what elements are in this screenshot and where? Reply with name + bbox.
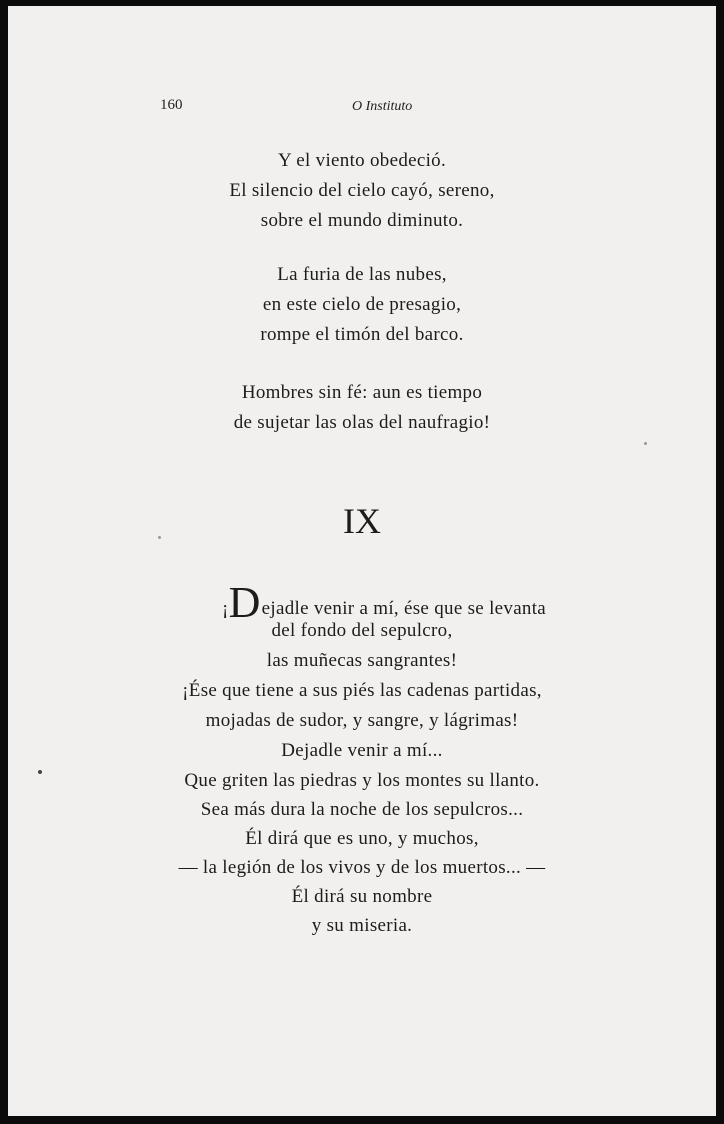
verse-line: — la legión de los vivos y de los muertos... — [178, 857, 546, 878]
verse-line: Dejadle venir a mí... [281, 740, 443, 761]
scan-speck [38, 770, 42, 774]
scan-speck [158, 536, 161, 539]
verse-line: ¡Ése que tiene a sus piés las cadenas partidas, [182, 680, 542, 701]
verse-line: las muñecas sangrantes! [266, 650, 458, 671]
verse-line: Que griten las piedras y los montes su llanto. [184, 770, 540, 791]
opening-exclamation: ¡ [221, 598, 229, 619]
verse-line: El silencio del cielo cayó, sereno, [229, 180, 495, 201]
verse-line: Él dirá su nombre [291, 886, 433, 907]
book-page [8, 6, 716, 1116]
scan-speck [644, 442, 647, 445]
section-first-line [30, 578, 716, 627]
verse-line: sobre el mundo diminuto. [260, 210, 464, 231]
verse-line: del fondo del sepulcro, [271, 620, 453, 641]
verse-line: Hombres sin fé: aun es tiempo [241, 382, 483, 403]
page-header [8, 94, 716, 124]
verse-line: Él dirá que es uno, y muchos, [245, 828, 479, 849]
verse-line: mojadas de sudor, y sangre, y lágrimas! [205, 710, 519, 731]
page-number: 160 [160, 97, 183, 113]
verse-line: Sea más dura la noche de los sepulcros... [200, 799, 524, 820]
verse-line: en este cielo de presagio, [262, 294, 462, 315]
verse-line: y su miseria. [311, 915, 413, 936]
verse-line: La furia de las nubes, [277, 264, 447, 285]
drop-cap: D [228, 578, 261, 627]
verse-line: rompe el timón del barco. [260, 324, 464, 345]
running-title: O Instituto [352, 99, 413, 114]
first-line-text: ejadle venir a mí, ése que se levanta [261, 598, 547, 619]
verse-line: de sujetar las olas del naufragio! [233, 412, 491, 433]
verse-line: Y el viento obedeció. [277, 150, 447, 171]
section-heading: IX [343, 501, 381, 541]
